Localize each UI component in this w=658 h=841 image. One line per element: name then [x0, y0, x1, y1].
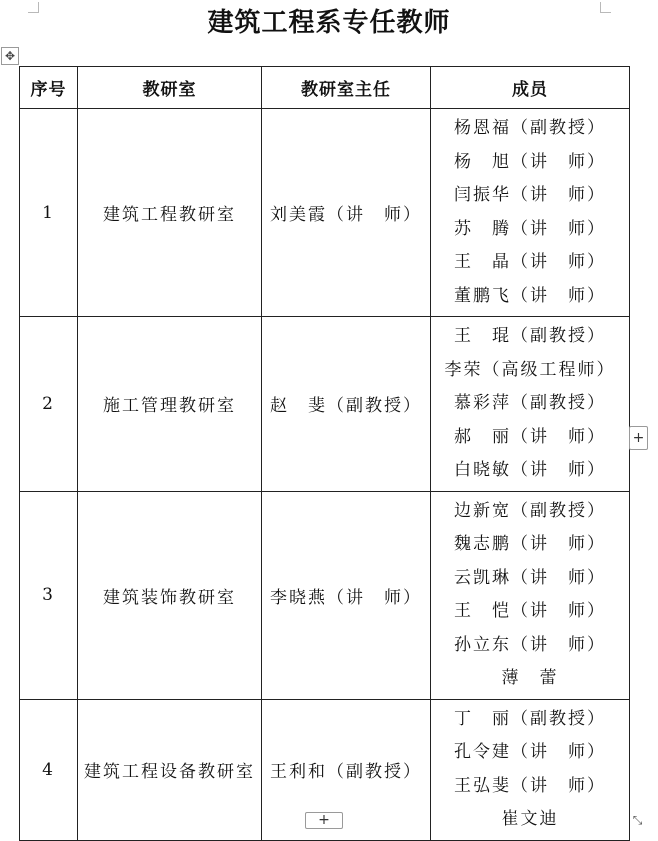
- row-number: 1: [20, 109, 78, 317]
- table-header-row: [20, 67, 630, 109]
- members-cell: [431, 317, 630, 492]
- member-item: 孙立东（讲 师）: [454, 634, 606, 655]
- member-item: 杨 旭（讲 师）: [454, 151, 606, 172]
- member-item: 慕彩萍（副教授）: [454, 393, 606, 413]
- member-item: 边新宽（副教授）: [454, 500, 606, 521]
- page-title: 建筑工程系专任教师: [207, 8, 451, 38]
- header-number: 序号: [20, 67, 78, 109]
- table-resize-handle-icon[interactable]: ⤡: [632, 813, 643, 827]
- member-item: 薄 蕾: [501, 668, 559, 688]
- teacher-table: [19, 66, 630, 841]
- member-item: 白晓敏（讲 师）: [454, 460, 606, 480]
- member-item: 王 恺（讲 师）: [454, 601, 606, 621]
- member-item: 孔令建（讲 师）: [454, 742, 606, 762]
- member-item: 李荣（高级工程师）: [444, 359, 616, 380]
- add-column-button[interactable]: +: [629, 426, 648, 450]
- member-item: 闫振华（讲 师）: [454, 185, 606, 205]
- table-row: [20, 317, 630, 492]
- member-item: 丁 丽（副教授）: [454, 708, 606, 729]
- members-cell: [431, 109, 630, 317]
- members-cell: [431, 491, 630, 699]
- member-item: 王 琨（副教授）: [454, 326, 606, 346]
- row-number: 4: [20, 699, 78, 840]
- row-number: 3: [20, 491, 78, 699]
- member-item: 王弘斐（讲 师）: [454, 775, 606, 796]
- member-item: 魏志鹏（讲 师）: [454, 534, 606, 554]
- office-name: 建筑工程教研室: [78, 109, 262, 317]
- member-item: 崔文迪: [501, 809, 559, 829]
- add-row-button[interactable]: +: [305, 812, 343, 829]
- header-office: 教研室: [78, 67, 262, 109]
- member-item: 苏 腾（讲 师）: [454, 218, 606, 239]
- table-body: [20, 109, 630, 841]
- header-members: 成员: [431, 67, 630, 109]
- director-name: 李晓燕（讲 师）: [262, 491, 431, 699]
- row-number: 2: [20, 317, 78, 492]
- member-item: 董鹏飞（讲 师）: [454, 285, 606, 306]
- member-item: 郝 丽（讲 师）: [454, 426, 606, 447]
- member-item: 杨恩福（副教授）: [454, 118, 606, 138]
- member-item: 王 晶（讲 师）: [454, 252, 606, 272]
- table-row: [20, 491, 630, 699]
- header-director: 教研室主任: [262, 67, 431, 109]
- members-cell: [431, 699, 630, 840]
- table-row: [20, 109, 630, 317]
- office-name: 建筑装饰教研室: [78, 491, 262, 699]
- director-name: 赵 斐（副教授）: [262, 317, 431, 492]
- member-item: 云凯琳（讲 师）: [454, 567, 606, 588]
- office-name: 建筑工程设备教研室: [78, 699, 262, 840]
- director-name: 刘美霞（讲 师）: [262, 109, 431, 317]
- office-name: 施工管理教研室: [78, 317, 262, 492]
- director-name: 王利和（副教授）: [262, 699, 431, 840]
- table-move-handle-icon[interactable]: ✥: [1, 47, 19, 65]
